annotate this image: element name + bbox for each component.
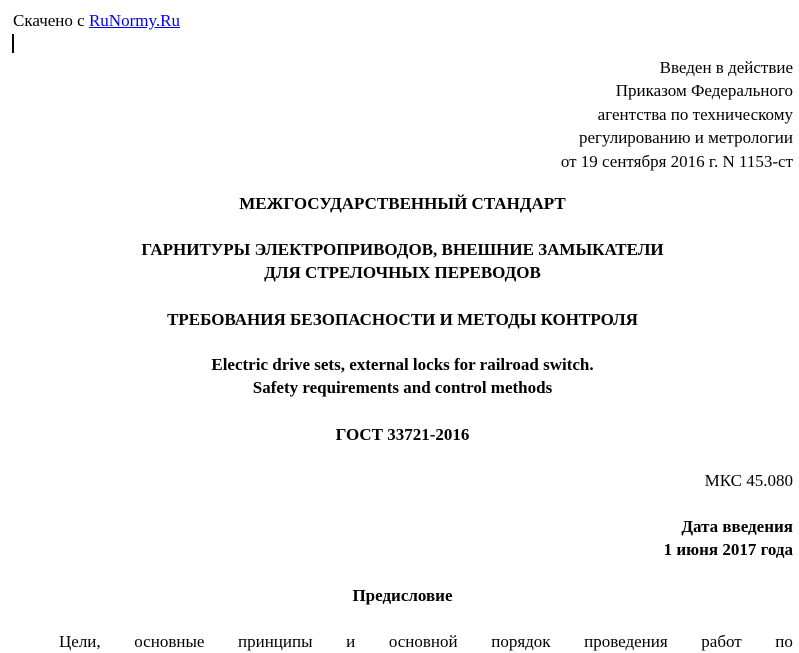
english-title-line: Electric drive sets, external locks for railroad switch. xyxy=(211,355,594,374)
approval-block xyxy=(561,56,793,173)
word: и xyxy=(346,632,356,651)
word: Цели, xyxy=(59,632,101,651)
requirements-text: ТРЕБОВАНИЯ БЕЗОПАСНОСТИ И МЕТОДЫ КОНТРОЛЯ xyxy=(167,310,638,329)
requirements-heading xyxy=(6,308,799,331)
source-link[interactable]: RuNormy.Ru xyxy=(88,11,180,30)
source-prefix: Скачено с xyxy=(13,11,89,30)
word: проведения xyxy=(584,632,668,651)
approval-line: агентства по техническому xyxy=(597,104,793,124)
introduction-date-value: 1 июня 2017 года xyxy=(663,540,793,559)
foreword-heading xyxy=(6,584,799,607)
standard-designation-text: ГОСТ 33721-2016 xyxy=(335,425,470,444)
foreword-heading-text: Предисловие xyxy=(352,586,453,605)
interstate-standard-text: МЕЖГОСУДАРСТВЕННЫЙ СТАНДАРТ xyxy=(239,194,566,213)
standard-title-line: ГАРНИТУРЫ ЭЛЕКТРОПРИВОДОВ, ВНЕШНИЕ ЗАМЫКАТЕЛИ xyxy=(141,240,664,259)
approval-line: Введен в действие xyxy=(659,58,793,77)
text-cursor xyxy=(12,34,14,53)
word: принципы xyxy=(238,632,313,651)
word: основные xyxy=(134,632,205,651)
word: работ xyxy=(701,632,742,651)
introduction-date-block xyxy=(664,515,793,561)
approval-line: регулированию и метрологии xyxy=(578,128,793,148)
mks-code: МКС 45.080 xyxy=(704,471,793,490)
approval-line: от 19 сентября 2016 г. N 1153-ст xyxy=(560,151,793,171)
approval-line: Приказом Федерального xyxy=(615,81,793,101)
interstate-standard-heading xyxy=(6,192,799,215)
english-title-line: Safety requirements and control methods xyxy=(252,378,553,397)
english-title xyxy=(6,353,799,399)
source-line xyxy=(13,9,180,32)
standard-title-line: ДЛЯ СТРЕЛОЧНЫХ ПЕРЕВОДОВ xyxy=(264,263,541,282)
word: основной xyxy=(388,632,458,651)
word: порядок xyxy=(491,632,551,651)
standard-designation xyxy=(6,423,799,446)
standard-title xyxy=(6,238,799,284)
word: по xyxy=(775,632,793,651)
introduction-date-label: Дата введения xyxy=(681,517,793,536)
